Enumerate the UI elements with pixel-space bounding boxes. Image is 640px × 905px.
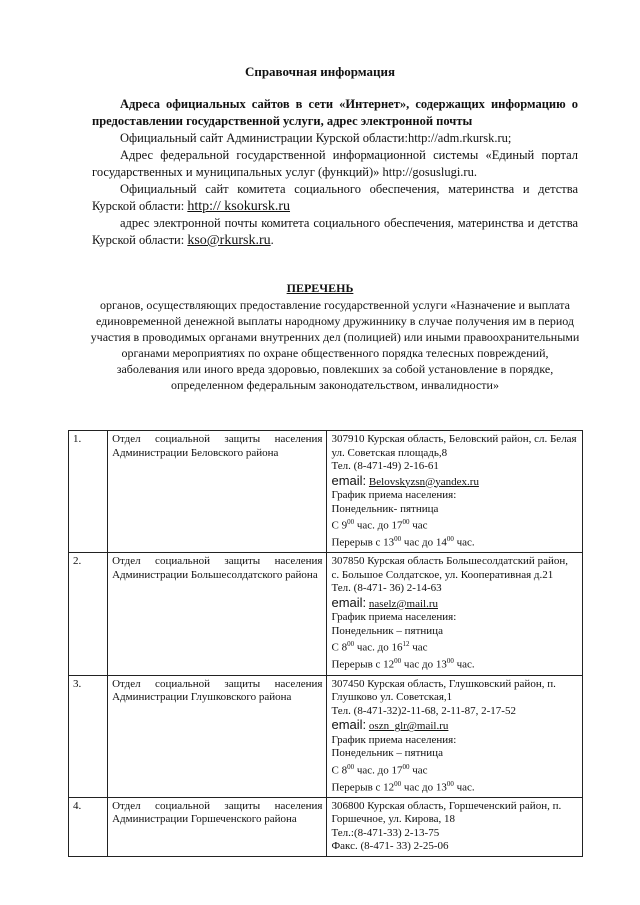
committee-email-link[interactable]: kso@rkursk.ru	[187, 233, 271, 248]
row-number: 4.	[69, 797, 108, 856]
hours-to-minutes: 12	[402, 640, 410, 649]
office-name: Отдел социальной защиты населения Администрации Глушковского района	[108, 675, 327, 797]
schedule-break	[331, 533, 578, 550]
office-name: Отдел социальной защиты населения Администрации Беловского района	[108, 431, 327, 553]
hours-from-minutes: 00	[347, 762, 355, 771]
intro-paragraph-4	[92, 215, 578, 249]
office-name: Отдел социальной защиты населения Администрации Большесолдатского района	[108, 553, 327, 675]
row-number: 1.	[69, 431, 108, 553]
schedule-hours	[331, 761, 578, 778]
email-label: email:	[331, 472, 367, 488]
office-email	[331, 474, 578, 490]
intro-paragraph-4-end: .	[270, 233, 274, 247]
office-phone: Тел.:(8-471-33) 2-13-75	[331, 826, 440, 839]
hours-to: час. до 16	[356, 641, 403, 654]
hours-from-minutes: 00	[347, 640, 355, 649]
schedule-break	[331, 778, 578, 795]
office-email	[331, 718, 578, 734]
break-to: час до 13	[403, 781, 447, 794]
break-to: час до 14	[403, 536, 447, 549]
table-row	[69, 675, 583, 797]
hours-to: час. до 17	[356, 519, 403, 532]
hours-end: час	[412, 764, 428, 777]
intro-section	[92, 96, 578, 249]
row-number: 3.	[69, 675, 108, 797]
office-name: Отдел социальной защиты населения Администрации Горшеченского района	[108, 797, 327, 856]
email-link[interactable]: Belovskyzsn@yandex.ru	[368, 475, 479, 488]
break-from: Перерыв с 12	[331, 781, 395, 794]
office-contacts	[327, 553, 583, 675]
hours-to: час. до 17	[356, 764, 403, 777]
hours-end: час	[412, 641, 428, 654]
table-row	[69, 553, 583, 675]
break-end: час.	[456, 781, 475, 794]
break-from-minutes: 00	[394, 657, 402, 666]
break-to-minutes: 00	[446, 535, 454, 544]
hours-from: С 8	[331, 764, 348, 777]
hours-from: С 8	[331, 641, 348, 654]
offices-table	[68, 430, 583, 857]
office-fax: Факс. (8-471- 33) 2-25-06	[331, 840, 449, 853]
office-phone: Тел. (8-471- 36) 2-14-63	[331, 582, 442, 595]
page-title: Справочная информация	[244, 64, 396, 79]
office-email	[331, 596, 578, 612]
intro-paragraph-4-text: адрес электронной почты комитета социального обеспечения, материнства и детства Курской области:	[92, 216, 578, 247]
email-label: email:	[331, 717, 367, 733]
office-address: 306800 Курская область, Горшеченский район, п. Горшечное, ул. Кирова, 18	[331, 799, 562, 826]
office-address: 307450 Курская область, Глушковский район, п. Глушково ул. Советская,1	[331, 677, 556, 704]
hours-to-minutes: 00	[402, 762, 410, 771]
intro-paragraph-3-text: Официальный сайт комитета социального обеспечения, материнства и детства Курской области:	[92, 182, 578, 213]
office-contacts	[327, 431, 583, 553]
email-link[interactable]: oszn_glr@mail.ru	[368, 720, 449, 733]
schedule-label: График приема населения:	[331, 611, 457, 624]
office-phone: Тел. (8-471-49) 2-16-61	[331, 460, 439, 472]
row-number: 2.	[69, 553, 108, 675]
office-contacts	[327, 797, 583, 856]
break-to-minutes: 00	[446, 779, 454, 788]
break-end: час.	[456, 536, 475, 549]
break-from-minutes: 00	[394, 535, 402, 544]
intro-heading: Адреса официальных сайтов в сети «Интернет», содержащих информацию о предоставлении государственной услуги, адрес электронной почты	[92, 97, 578, 128]
schedule-hours	[331, 638, 578, 655]
schedule-hours	[331, 516, 578, 533]
schedule-days: Понедельник – пятница	[331, 624, 443, 637]
hours-from: С 9	[331, 519, 348, 532]
break-from: Перерыв с 13	[331, 536, 395, 549]
intro-paragraph-2: Адрес федеральной государственной информационной системы «Единый портал государственных и муниципальных услуг (функций)» http://gosuslugi.ru.	[92, 148, 578, 179]
intro-paragraph-3	[92, 181, 578, 215]
intro-paragraph-1: Официальный сайт Администрации Курской области:http://adm.rkursk.ru;	[120, 131, 512, 145]
committee-site-link[interactable]: http:// ksokursk.ru	[187, 199, 291, 214]
office-address: 307850 Курская область Большесолдатский район, с. Большое Солдатское, ул. Кооперативная д.21	[331, 555, 568, 581]
office-contacts	[327, 675, 583, 797]
list-description: органов, осуществляющих предоставление государственной услуги «Назначение и выплата единовременной денежной выплаты народному дружиннику в случае получения им в период участия в проводимых органами внутренних дел (полицией) или иными правоохранительными органами мероприятиях по охране общественного порядка телесных повреждений, заболевания или иного вреда здоровью, повлекших за собой установление в порядке, определенном федеральным законодательством, инвалидности»	[90, 298, 580, 392]
email-label: email:	[331, 594, 367, 610]
hours-to-minutes: 00	[402, 518, 410, 526]
break-from: Перерыв с 12	[331, 659, 395, 672]
schedule-label: График приема населения:	[331, 489, 457, 501]
schedule-days: Понедельник – пятница	[331, 747, 443, 760]
table-row	[69, 797, 583, 856]
break-from-minutes: 00	[394, 779, 402, 788]
break-to: час до 13	[403, 659, 447, 672]
break-end: час.	[456, 659, 475, 672]
email-link[interactable]: naselz@mail.ru	[368, 597, 438, 610]
hours-end: час	[412, 519, 428, 532]
break-to-minutes: 00	[446, 657, 454, 666]
schedule-label: График приема населения:	[331, 733, 457, 746]
list-title: ПЕРЕЧЕНЬ	[286, 281, 354, 295]
schedule-days: Понедельник- пятница	[331, 502, 439, 515]
schedule-break	[331, 655, 578, 672]
office-phone: Тел. (8-471-32)2-11-68, 2-11-87, 2-17-52	[331, 704, 516, 717]
table-row	[69, 431, 583, 553]
hours-from-minutes: 00	[347, 518, 355, 526]
office-address: 307910 Курская область, Беловский район, сл. Белая ул. Советская площадь,8	[331, 433, 577, 459]
